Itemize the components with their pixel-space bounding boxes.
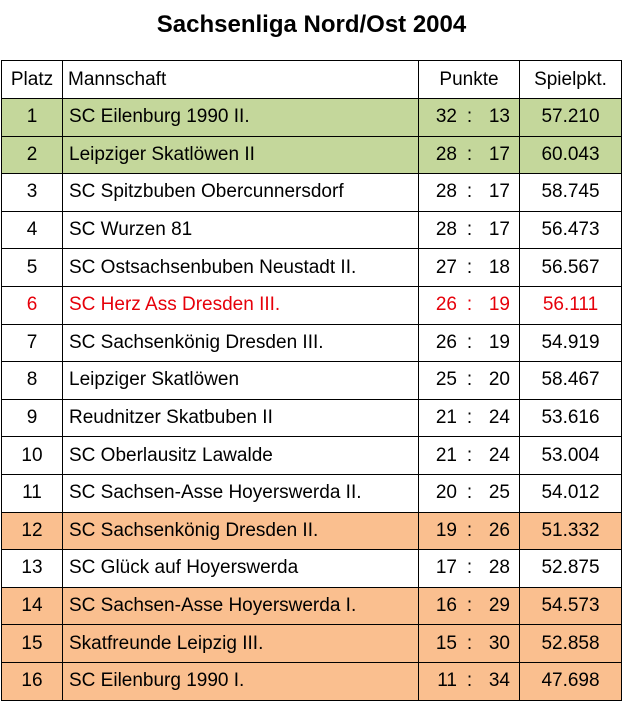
points-plus: 21 [435,444,457,466]
points-plus: 15 [435,632,457,654]
cell-platz: 11 [2,474,63,512]
cell-punkte [419,136,520,174]
cell-platz: 9 [2,399,63,437]
cell-spielpunkte: 54.573 [520,587,622,625]
points-separator: : [466,294,473,316]
cell-punkte [419,324,520,362]
points-separator: : [466,369,473,391]
points-plus: 26 [435,331,457,353]
cell-punkte [419,286,520,324]
points-plus: 20 [435,482,457,504]
cell-punkte [419,625,520,663]
points-minus: 26 [488,519,510,541]
cell-team: SC Spitzbuben Obercunnersdorf [63,174,419,212]
cell-punkte [419,587,520,625]
cell-platz: 4 [2,211,63,249]
cell-team: SC Sachsen-Asse Hoyerswerda II. [63,474,419,512]
points-minus: 19 [488,331,510,353]
points-separator: : [466,181,473,203]
cell-team: SC Herz Ass Dresden III. [63,286,419,324]
points-minus: 25 [488,482,510,504]
cell-punkte [419,249,520,287]
points-minus: 19 [488,294,510,316]
cell-spielpunkte: 58.745 [520,174,622,212]
cell-team: SC Oberlausitz Lawalde [63,437,419,475]
cell-team: SC Eilenburg 1990 I. [63,662,419,700]
points-minus: 34 [488,670,510,692]
cell-punkte [419,474,520,512]
points-minus: 18 [488,256,510,278]
cell-punkte [419,662,520,700]
table-row-5 [2,249,622,287]
cell-platz: 14 [2,587,63,625]
header-platz: Platz [2,61,63,99]
points-minus: 17 [488,181,510,203]
header-mannschaft: Mannschaft [63,61,419,99]
cell-spielpunkte: 60.043 [520,136,622,174]
points-plus: 21 [435,407,457,429]
points-separator: : [466,595,473,617]
cell-punkte [419,362,520,400]
cell-spielpunkte: 54.919 [520,324,622,362]
points-minus: 17 [488,219,510,241]
page-title: Sachsenliga Nord/Ost 2004 [156,11,467,38]
table-row-8 [2,362,622,400]
points-minus: 24 [488,444,510,466]
points-plus: 28 [435,181,457,203]
cell-team: Skatfreunde Leipzig III. [63,625,419,663]
cell-spielpunkte: 47.698 [520,662,622,700]
cell-platz: 5 [2,249,63,287]
points-separator: : [466,219,473,241]
cell-spielpunkte: 52.875 [520,550,622,588]
table-row-14 [2,587,622,625]
cell-punkte [419,211,520,249]
points-plus: 19 [435,519,457,541]
points-minus: 13 [488,106,510,128]
points-minus: 24 [488,407,510,429]
points-separator: : [466,143,473,165]
table-row-11 [2,474,622,512]
cell-team: Leipziger Skatlöwen [63,362,419,400]
cell-spielpunkte: 51.332 [520,512,622,550]
table-row-9 [2,399,622,437]
cell-team: SC Eilenburg 1990 II. [63,99,419,137]
points-plus: 11 [437,670,457,692]
points-separator: : [466,256,473,278]
cell-spielpunkte: 57.210 [520,99,622,137]
cell-punkte [419,437,520,475]
cell-team: Reudnitzer Skatbuben II [63,399,419,437]
points-plus: 25 [435,369,457,391]
points-separator: : [466,482,473,504]
table-row-16 [2,662,622,700]
table-row-1 [2,99,622,137]
cell-team: SC Ostsachsenbuben Neustadt II. [63,249,419,287]
cell-platz: 13 [2,550,63,588]
cell-team: SC Sachsen-Asse Hoyerswerda I. [63,587,419,625]
cell-platz: 6 [2,286,63,324]
cell-platz: 1 [2,99,63,137]
cell-platz: 12 [2,512,63,550]
points-plus: 26 [435,294,457,316]
cell-platz: 7 [2,324,63,362]
points-separator: : [466,557,473,579]
table-row-12 [2,512,622,550]
cell-team: SC Wurzen 81 [63,211,419,249]
standings-body [2,99,622,701]
cell-spielpunkte: 56.473 [520,211,622,249]
table-row-2 [2,136,622,174]
points-separator: : [466,331,473,353]
cell-platz: 2 [2,136,63,174]
cell-team: Leipziger Skatlöwen II [63,136,419,174]
cell-spielpunkte: 56.567 [520,249,622,287]
cell-spielpunkte: 56.111 [520,286,622,324]
points-plus: 28 [435,143,457,165]
points-plus: 17 [435,557,457,579]
cell-platz: 15 [2,625,63,663]
cell-spielpunkte: 53.004 [520,437,622,475]
cell-platz: 16 [2,662,63,700]
cell-platz: 10 [2,437,63,475]
points-plus: 16 [435,595,457,617]
table-row-3 [2,174,622,212]
points-minus: 29 [488,595,510,617]
cell-spielpunkte: 53.616 [520,399,622,437]
points-separator: : [466,670,473,692]
points-separator: : [466,444,473,466]
points-minus: 20 [488,369,510,391]
header-punkte: Punkte [419,61,520,99]
cell-spielpunkte: 54.012 [520,474,622,512]
table-row-4 [2,211,622,249]
table-row-13 [2,550,622,588]
cell-punkte [419,399,520,437]
points-minus: 17 [488,143,510,165]
cell-spielpunkte: 58.467 [520,362,622,400]
cell-punkte [419,99,520,137]
header-spielpunkte: Spielpkt. [520,61,622,99]
points-separator: : [466,407,473,429]
points-plus: 32 [435,106,457,128]
cell-spielpunkte: 52.858 [520,625,622,663]
table-row-15 [2,625,622,663]
table-row-7 [2,324,622,362]
cell-team: SC Glück auf Hoyerswerda [63,550,419,588]
table-header-row [2,61,622,99]
cell-punkte [419,174,520,212]
cell-punkte [419,550,520,588]
points-separator: : [466,519,473,541]
cell-punkte [419,512,520,550]
points-plus: 27 [435,256,457,278]
table-row-10 [2,437,622,475]
cell-platz: 3 [2,174,63,212]
points-plus: 28 [435,219,457,241]
points-minus: 30 [488,632,510,654]
points-separator: : [466,106,473,128]
points-separator: : [466,632,473,654]
standings-table [1,60,622,701]
points-minus: 28 [488,557,510,579]
table-row-6 [2,286,622,324]
cell-team: SC Sachsenkönig Dresden III. [63,324,419,362]
cell-platz: 8 [2,362,63,400]
cell-team: SC Sachsenkönig Dresden II. [63,512,419,550]
